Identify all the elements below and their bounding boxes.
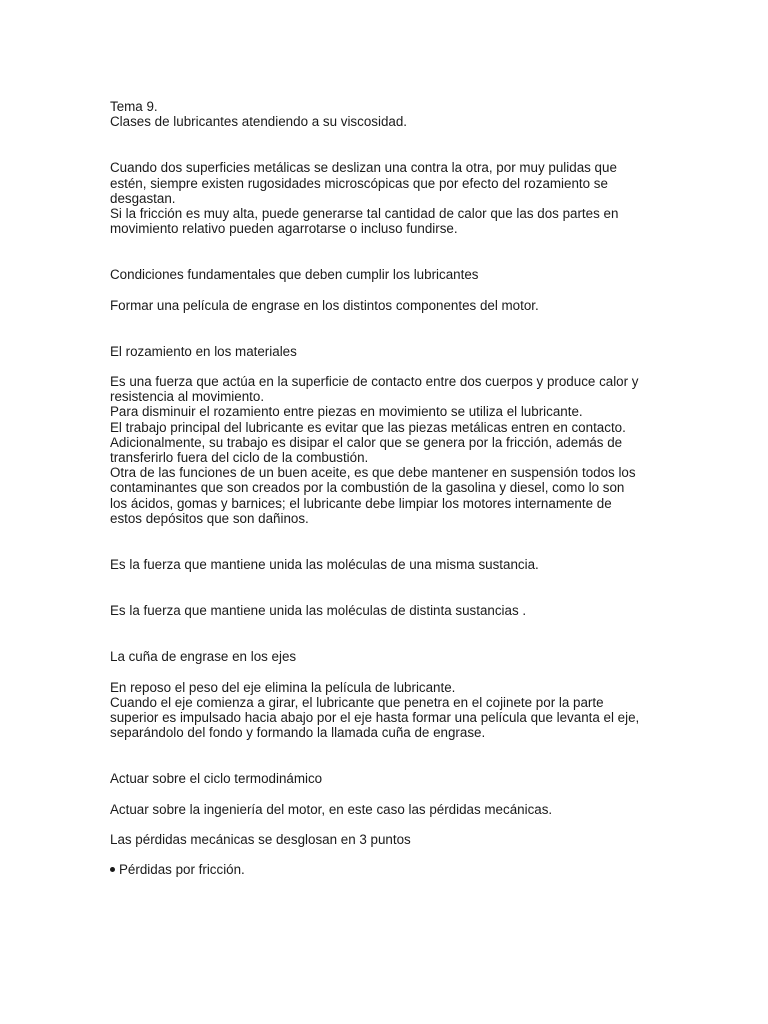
document-body [110, 99, 640, 877]
wedge-paragraph-2: Cuando el eje comienza a girar, el lubricante que penetra en el cojinete por la parte superior es impulsado hacia abajo por el eje hasta formar una película que levanta el eje, separándolo del fondo y formando la llamada cuña de engrase. [110, 694, 640, 741]
heading-conditions: Condiciones fundamentales que deben cumplir los lubricantes [110, 267, 479, 283]
bullet-item-1 [110, 862, 640, 877]
friction-paragraph-2: Para disminuir el rozamiento entre piezas en movimiento se utiliza el lubricante. [110, 404, 583, 420]
heading-wedge: La cuña de engrase en los ejes [110, 649, 297, 665]
bullet-dot-icon [110, 867, 115, 872]
heading-friction: El rozamiento en los materiales [110, 343, 297, 359]
losses-text: Las pérdidas mecánicas se desglosan en 3 puntos [110, 831, 411, 847]
title-line-1: Tema 9. [110, 99, 158, 114]
wedge-paragraph-1: En reposo el peso del eje elimina la película de lubricante. [110, 679, 456, 695]
cohesion-text: Es la fuerza que mantiene unida las moléculas de una misma sustancia. [110, 557, 539, 573]
friction-paragraph-3: El trabajo principal del lubricante es evitar que las piezas metálicas entren en contacto. [110, 419, 626, 435]
friction-paragraph-5: Otra de las funciones de un buen aceite, es que debe mantener en suspensión todos los contaminantes que son creados por la combustión de la gasolina y diesel, como lo son los ácidos, gomas y barnices; el lubricante debe limpiar los motores internamente de estos depósitos que son dañinos. [110, 465, 636, 526]
intro-paragraph-2: Si la fricción es muy alta, puede generarse tal cantidad de calor que las dos partes en movimiento relativo pueden agarrotarse o incluso fundirse. [110, 206, 619, 237]
friction-paragraph-4: Adicionalmente, su trabajo es disipar el calor que se genera por la fricción, además de transferirlo fuera del ciclo de la combustión. [110, 434, 623, 466]
engineering-text: Actuar sobre la ingeniería del motor, en este caso las pérdidas mecánicas. [110, 801, 553, 817]
bullet-item-1-text: Pérdidas por fricción. [119, 862, 245, 878]
friction-paragraph-1: Es una fuerza que actúa en la superficie de contacto entre dos cuerpos y produce calor y resistencia al movimiento. [110, 374, 639, 405]
heading-cycle: Actuar sobre el ciclo termodinámico [110, 771, 323, 787]
intro-paragraph-1: Cuando dos superficies metálicas se deslizan una contra la otra, por muy pulidas que estén, siempre existen rugosidades microscópicas que por efecto del rozamiento se desgastan. [110, 160, 617, 206]
title-line-2: Clases de lubricantes atendiendo a su viscosidad. [110, 114, 408, 130]
conditions-text: Formar una película de engrase en los distintos componentes del motor. [110, 297, 539, 313]
adhesion-text: Es la fuerza que mantiene unida las moléculas de distinta sustancias . [110, 603, 527, 619]
